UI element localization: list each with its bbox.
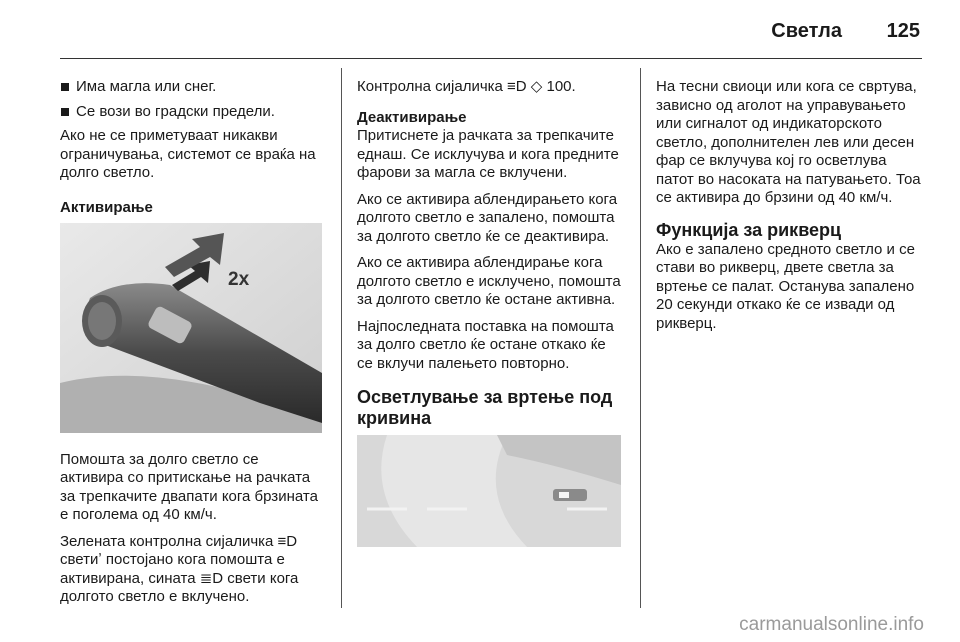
subheading-activation: Активирање: [60, 198, 153, 216]
watermark: carmanualsonline.info: [739, 614, 924, 635]
column-2: [357, 78, 625, 565]
road-curve-image: [357, 435, 621, 547]
paragraph: Ако не се приметуваат никакви ограничувања, системот се враќа на долго светло.: [60, 127, 316, 181]
page-number: 125: [886, 20, 920, 42]
paragraph: Ако се активира аблендирање кога долгото светло е исклучено, помошта за долгото светло ќе остане активна.: [357, 254, 621, 308]
column-divider-1: [341, 68, 342, 608]
column-3: [656, 78, 926, 341]
paragraph: Притиснете ја рачката за трепкачите еднаш. Се исклучува и кога предните фарови за магла се вклучени.: [357, 127, 619, 181]
page-header: [60, 0, 922, 59]
heading-reverse-function: Функција за рикверц: [656, 219, 842, 240]
bullet-square-icon: [61, 108, 69, 116]
list-item: Има магла или снег.: [60, 78, 326, 97]
paragraph: Најпоследната поставка на помошта за долго светло ќе остане откако ќе се вклучи палењето повторно.: [357, 317, 614, 372]
paragraph: Контролна сијаличка ≡D ◇ 100.: [357, 78, 576, 95]
bullet-square-icon: [61, 83, 69, 91]
turn-signal-lever-image: [60, 223, 322, 433]
paragraph: Помошта за долго светло се активира со притискање на рачката за трепкачите двапати кога брзината е поголема од 40 км/ч.: [60, 450, 318, 523]
subheading-deactivation: Деактивирање: [357, 108, 467, 126]
paragraph: На тесни свиоци или кога се свртува, зависно од аголот на управувањето или сигналот од индикаторското светло, дополнителен лев или десен фар се вклучува кој го осветлува патот во насоката на патувањето. Тоа се активира до брзини од 40 км/ч.: [656, 78, 921, 206]
heading-curve-lighting: Осветлување за вртење под кривина: [357, 387, 613, 428]
column-1: [60, 78, 326, 615]
column-divider-2: [640, 68, 641, 608]
section-title: Светла: [771, 20, 842, 42]
stalk-illustration: [60, 223, 326, 439]
paragraph: Ако е запалено средното светло и се стави во рикверц, двете светла за вртење се палат. Останува запалено 20 секунди откако ќе се извади од рикверц.: [656, 240, 915, 332]
figure-label-2x: 2x: [228, 269, 250, 290]
list-item: Се вози во градски предели.: [60, 103, 326, 122]
curve-lighting-illustration: [357, 435, 625, 553]
paragraph: Зелената контролна сијаличка ≡D светиʼ постојано кога помошта е активирана, сината ≣D свети кога долгото светло е вклучено.: [60, 532, 299, 605]
paragraph: Ако се активира аблендирањето кога долгото светло е запалено, помошта за долгото светло ќе се деактивира.: [357, 190, 618, 245]
